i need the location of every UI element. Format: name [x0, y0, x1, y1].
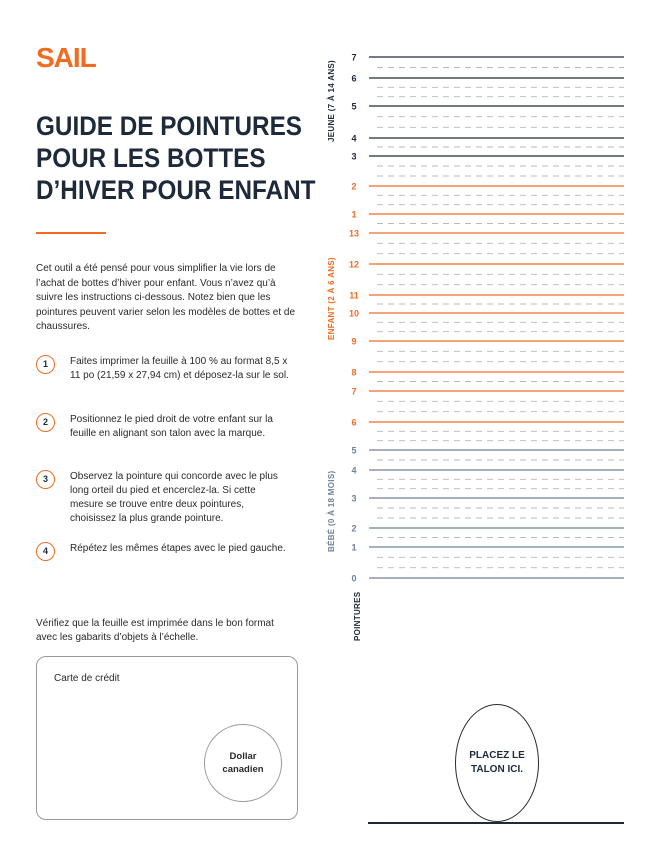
step-text: Observez la pointure qui concorde avec le plus long orteil du pied et encerclez-la. Si cette mesure se trouve entre deux pointures, choisissez la plus grande pointure.: [70, 471, 278, 524]
size-label: 1: [351, 542, 357, 553]
size-label: 5: [351, 101, 357, 112]
title-line-1: GUIDE DE POINTURES: [36, 111, 302, 141]
size-label: 12: [348, 259, 360, 270]
title-line-2: POUR LES BOTTES: [36, 143, 266, 173]
sail-logo: SAIL: [36, 42, 96, 73]
step-number: 4: [36, 542, 55, 561]
intro-paragraph: Cet outil a été pensé pour vous simplifier la vie lors de l’achat de bottes d’hiver pour enfant. Vous n’avez qu’à suivre les instructions ci-dessous. Notez bien que les pointures peuvent varier selon les modèles de bottes et de chaussures.: [36, 263, 296, 332]
size-label: 3: [351, 151, 357, 162]
credit-card-label: Carte de crédit: [54, 673, 120, 684]
step-number: 3: [36, 470, 55, 489]
heel-placement-oval: [455, 704, 539, 822]
axis-label-pointures: POINTURES: [353, 591, 362, 641]
size-label: 3: [351, 493, 357, 504]
size-label: 10: [348, 308, 360, 319]
step-text: Faites imprimer la feuille à 100 % au format 8,5 x 11 po (21,59 x 27,94 cm) et déposez-la sur le sol.: [70, 356, 289, 381]
step-number: 1: [36, 355, 55, 374]
step-text: Positionnez le pied droit de votre enfant sur la feuille en alignant son talon avec la marque.: [70, 414, 273, 439]
size-label: 0: [351, 573, 357, 584]
section-label-youth: JEUNE (7 À 14 ANS): [327, 59, 336, 142]
verify-note: Vérifiez que la feuille est imprimée dans le bon format avec les gabarits d’objets à l’échelle.: [36, 618, 274, 643]
size-label: 6: [351, 417, 357, 428]
size-label: 11: [349, 290, 359, 301]
section-label-child: ENFANT (2 À 6 ANS): [327, 257, 336, 340]
size-label: 8: [351, 367, 357, 378]
title-line-3: D’HIVER POUR ENFANT: [36, 175, 316, 205]
size-label: 4: [351, 465, 357, 476]
size-label: 7: [351, 386, 357, 397]
size-label: 6: [351, 73, 357, 84]
section-label-baby: BÉBÉ (0 À 18 MOIS): [327, 470, 336, 552]
size-label: 7: [351, 52, 357, 63]
size-label: 2: [351, 523, 357, 534]
step-number: 2: [36, 413, 55, 432]
size-label: 1: [351, 209, 357, 220]
size-label: 2: [351, 181, 357, 192]
heel-base-line: [368, 822, 624, 824]
size-label: 5: [351, 445, 357, 456]
heel-label: PLACEZ LE TALON ICI.: [469, 750, 525, 775]
size-label: 4: [351, 133, 357, 144]
step-text: Répétez les mêmes étapes avec le pied gauche.: [70, 543, 286, 554]
size-label: 13: [348, 228, 360, 239]
coin-label: Dollar canadien: [222, 751, 264, 775]
size-label: 9: [351, 336, 357, 347]
